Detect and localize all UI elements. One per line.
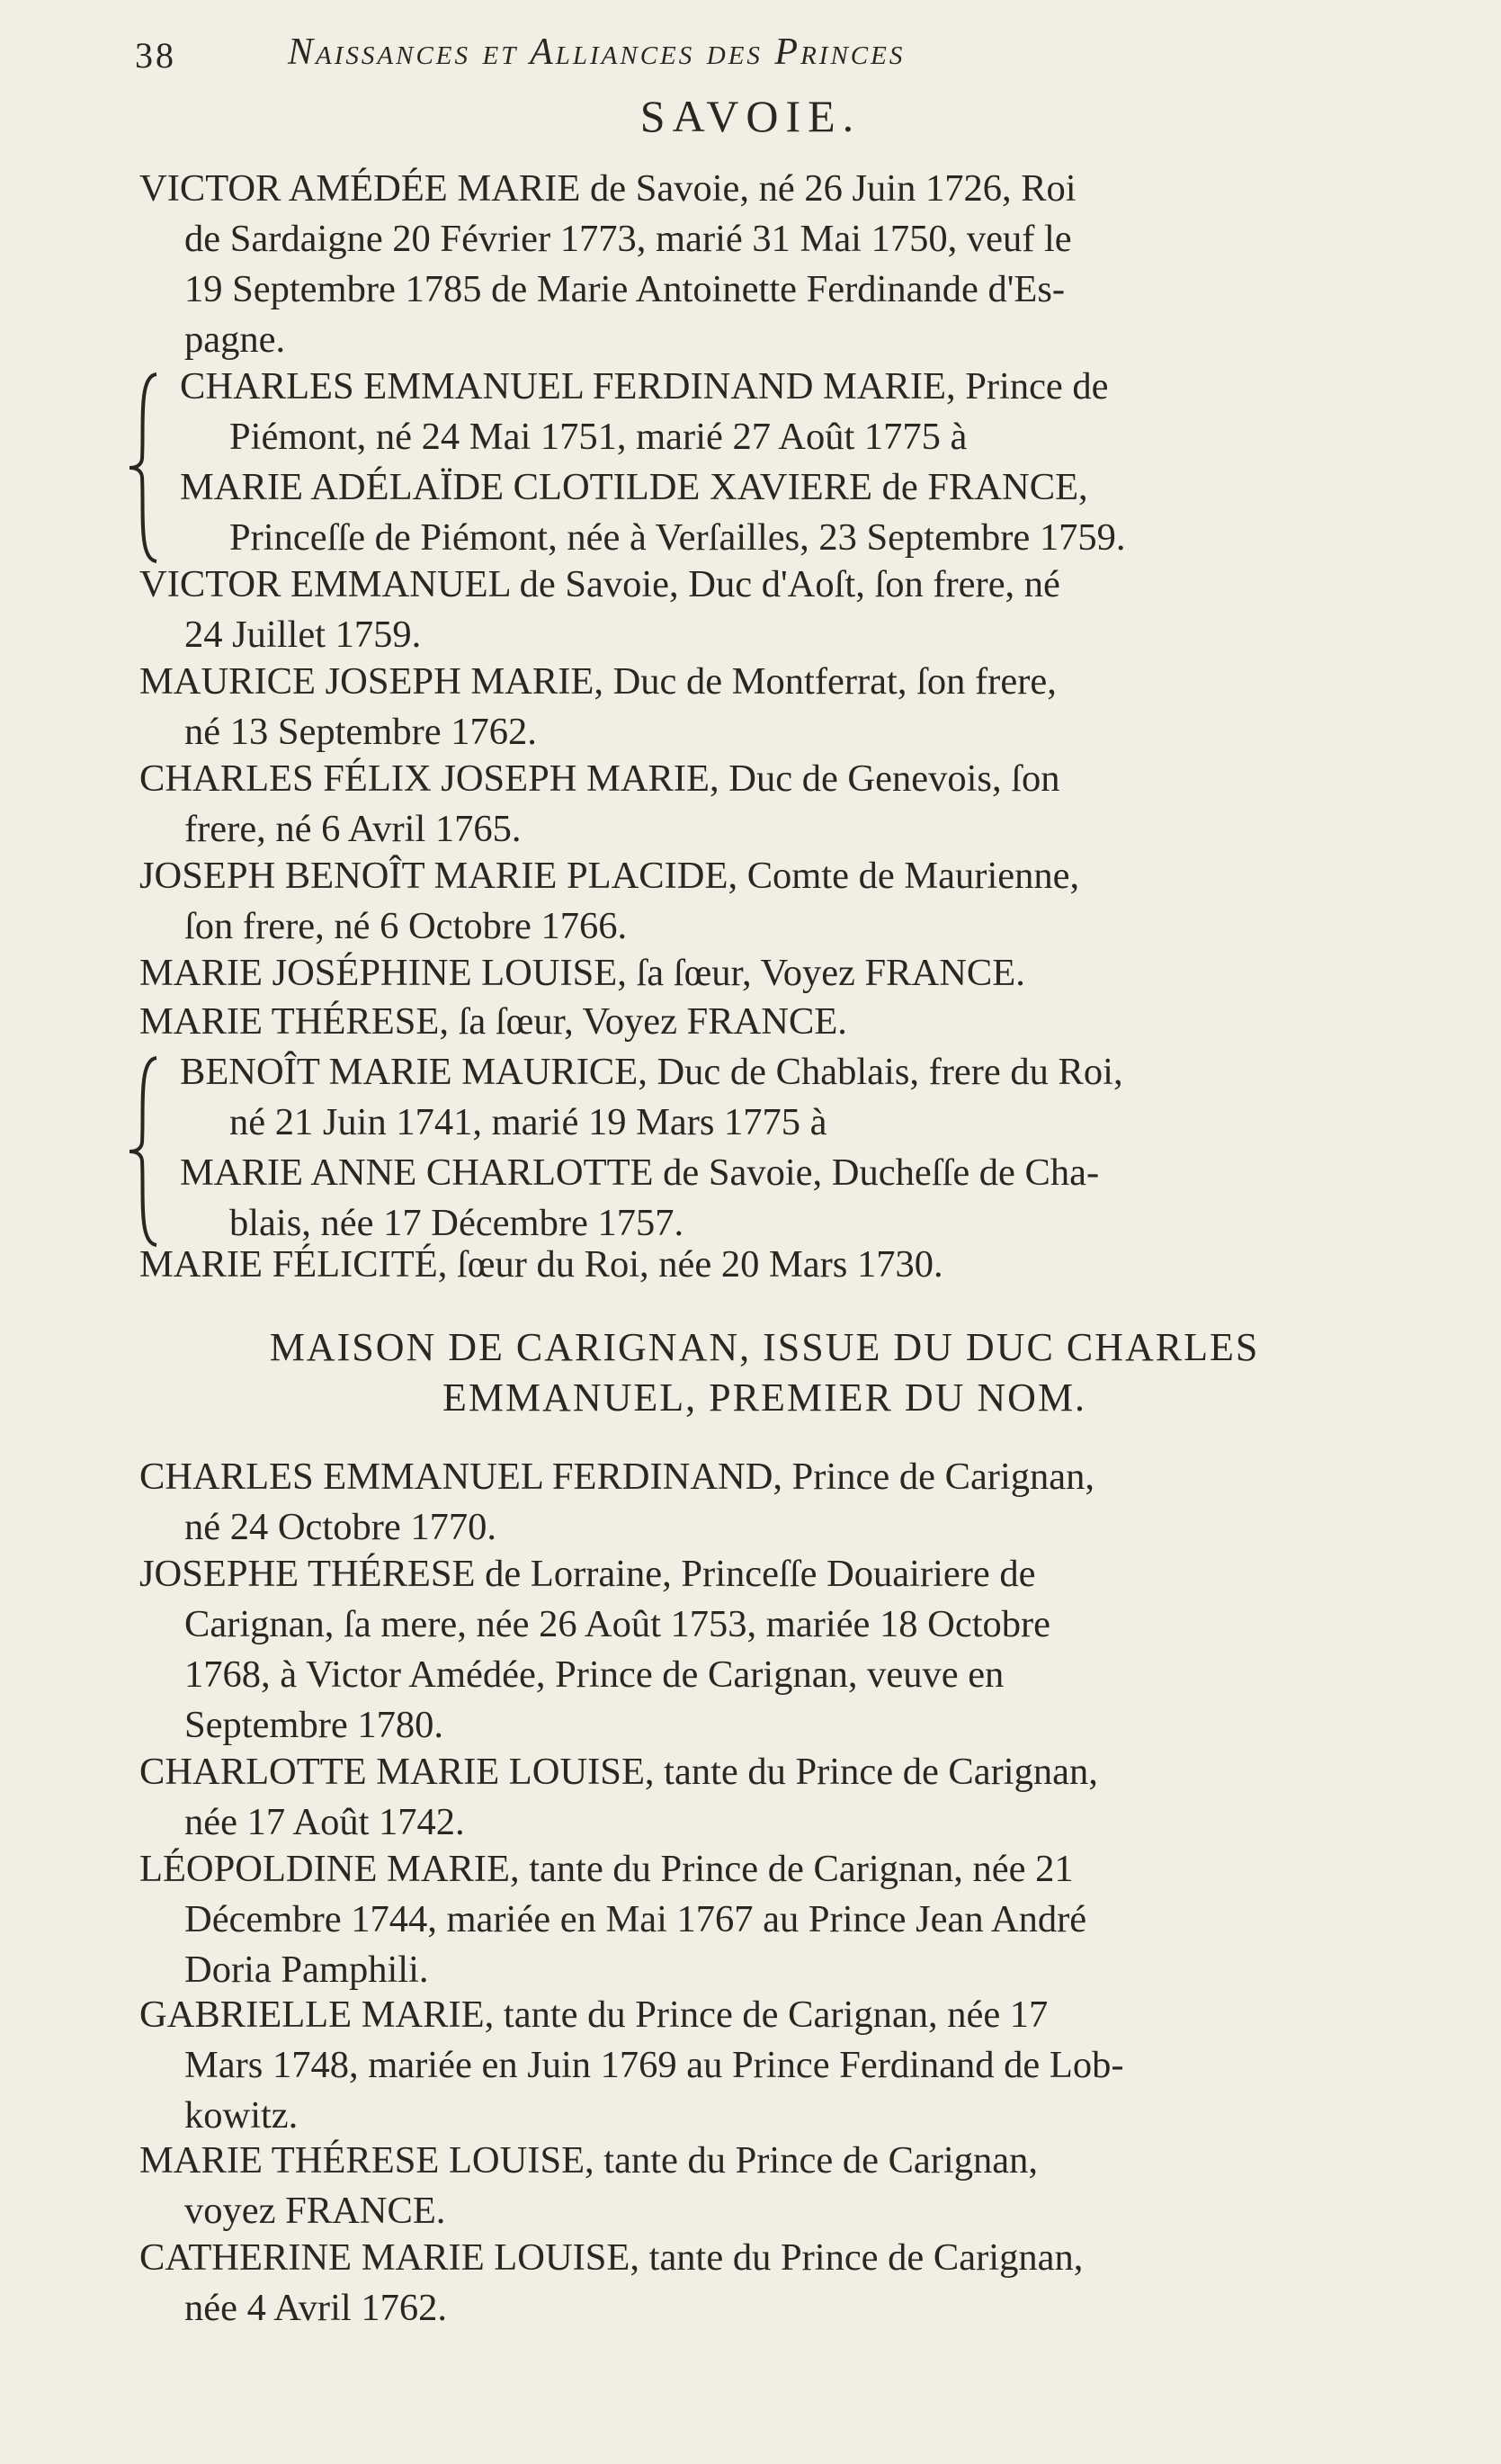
page-number: 38 — [135, 35, 176, 76]
entry-line: frere, né 6 Avril 1765. — [184, 808, 522, 850]
entry-line: Mars 1748, mariée en Juin 1769 au Prince Ferdinand de Lob- — [184, 2044, 1124, 2086]
entry-line: MARIE ANNE CHARLOTTE de Savoie, Ducheſſe de Cha- — [180, 1151, 1100, 1194]
entry-line: MARIE ADÉLAÏDE CLOTILDE XAVIERE de FRANCE, — [180, 466, 1088, 508]
entry-line: Décembre 1744, mariée en Mai 1767 au Prince Jean André — [184, 1898, 1087, 1940]
entry-line: né 24 Octobre 1770. — [184, 1506, 496, 1548]
entry-josephe-therese — [139, 1549, 1434, 1751]
entry-line: 1768, à Victor Amédée, Prince de Carignan, veuve en — [184, 1653, 1005, 1696]
entry-victor-amedee — [139, 164, 1434, 365]
entry-line: né 21 Juin 1741, marié 19 Mars 1775 à — [229, 1101, 827, 1143]
entry-line: BENOÎT MARIE MAURICE, Duc de Chablais, frere du Roi, — [180, 1051, 1123, 1093]
entry-line: voyez FRANCE. — [184, 2190, 446, 2232]
entry-line: CHARLES EMMANUEL FERDINAND, Prince de Carignan, — [139, 1456, 1095, 1498]
entry-marie-therese — [139, 997, 1434, 1047]
entry-line: MARIE THÉRESE, ſa ſœur, Voyez FRANCE. — [139, 1000, 847, 1043]
entry-catherine-marie-louise — [139, 2233, 1434, 2334]
entry-line: MARIE THÉRESE LOUISE, tante du Prince de Carignan, — [139, 2139, 1038, 2182]
entry-line: Doria Pamphili. — [184, 1949, 429, 1991]
entry-line: Septembre 1780. — [184, 1704, 443, 1746]
entry-line: MARIE JOSÉPHINE LOUISE, ſa ſœur, Voyez FRANCE. — [139, 952, 1025, 994]
entry-line: VICTOR EMMANUEL de Savoie, Duc d'Aoſt, ſon frere, né — [139, 563, 1060, 605]
entry-line: GABRIELLE MARIE, tante du Prince de Carignan, née 17 — [139, 1994, 1049, 2036]
entry-gabrielle-marie — [139, 1990, 1434, 2141]
entry-line: ſon frere, né 6 Octobre 1766. — [184, 905, 628, 947]
entry-line: Princeſſe de Piémont, née à Verſailles, 23 Septembre 1759. — [229, 516, 1126, 559]
section-title-line: MAISON DE CARIGNAN, ISSUE DU DUC CHARLES — [269, 1325, 1260, 1369]
entry-line: née 4 Avril 1762. — [184, 2287, 447, 2329]
entry-line: JOSEPHE THÉRESE de Lorraine, Princeſſe Douairiere de — [139, 1553, 1036, 1595]
entry-line: pagne. — [184, 318, 286, 361]
entry-line: de Sardaigne 20 Février 1773, marié 31 Mai 1750, veuf le — [184, 218, 1072, 260]
entry-line: Carignan, ſa mere, née 26 Août 1753, mariée 18 Octobre — [184, 1603, 1051, 1645]
section-title-line: EMMANUEL, PREMIER DU NOM. — [442, 1375, 1087, 1420]
entry-charles-emmanuel-ferdinand — [139, 362, 1434, 563]
entry-maurice-joseph — [139, 657, 1434, 757]
entry-line: blais, née 17 Décembre 1757. — [229, 1202, 684, 1244]
entry-line: CHARLOTTE MARIE LOUISE, tante du Prince de Carignan, — [139, 1751, 1098, 1793]
entry-line: LÉOPOLDINE MARIE, tante du Prince de Carignan, née 21 — [139, 1848, 1074, 1890]
entry-benoit-marie-maurice — [139, 1047, 1434, 1249]
entry-line: VICTOR AMÉDÉE MARIE de Savoie, né 26 Juin 1726, Roi — [139, 167, 1077, 210]
entry-charles-emmanuel-carignan — [139, 1452, 1434, 1553]
entry-marie-felicite — [139, 1240, 1434, 1290]
entry-line: kowitz. — [184, 2094, 299, 2137]
entry-line: né 13 Septembre 1762. — [184, 711, 537, 753]
entry-line: JOSEPH BENOÎT MARIE PLACIDE, Comte de Maurienne, — [139, 855, 1080, 897]
entry-joseph-benoit — [139, 851, 1434, 952]
entry-victor-emmanuel — [139, 560, 1434, 660]
entry-line: MARIE FÉLICITÉ, ſœur du Roi, née 20 Mars 1730. — [139, 1243, 943, 1286]
entry-line: 19 Septembre 1785 de Marie Antoinette Ferdinande d'Es- — [184, 268, 1066, 310]
entry-line: MAURICE JOSEPH MARIE, Duc de Montferrat, ſon frere, — [139, 660, 1057, 703]
entry-charlotte-marie-louise — [139, 1747, 1434, 1848]
running-title: Naissances et Alliances des Princes — [288, 31, 906, 73]
entry-line: CHARLES EMMANUEL FERDINAND MARIE, Prince de — [180, 365, 1109, 408]
entry-marie-josephine — [139, 948, 1434, 999]
house-title: SAVOIE. — [639, 91, 862, 141]
entry-marie-therese-louise — [139, 2136, 1434, 2236]
entry-line: Piémont, né 24 Mai 1751, marié 27 Août 1775 à — [229, 416, 968, 458]
entry-line: née 17 Août 1742. — [184, 1801, 465, 1843]
entry-line: CHARLES FÉLIX JOSEPH MARIE, Duc de Genevois, ſon — [139, 757, 1060, 800]
entry-leopoldine-marie — [139, 1844, 1434, 1995]
entry-line: 24 Juillet 1759. — [184, 614, 422, 656]
entry-charles-felix — [139, 754, 1434, 855]
running-header — [135, 27, 1412, 81]
section-title-carignan — [135, 1322, 1394, 1423]
entry-line: CATHERINE MARIE LOUISE, tante du Prince de Carignan, — [139, 2236, 1084, 2279]
